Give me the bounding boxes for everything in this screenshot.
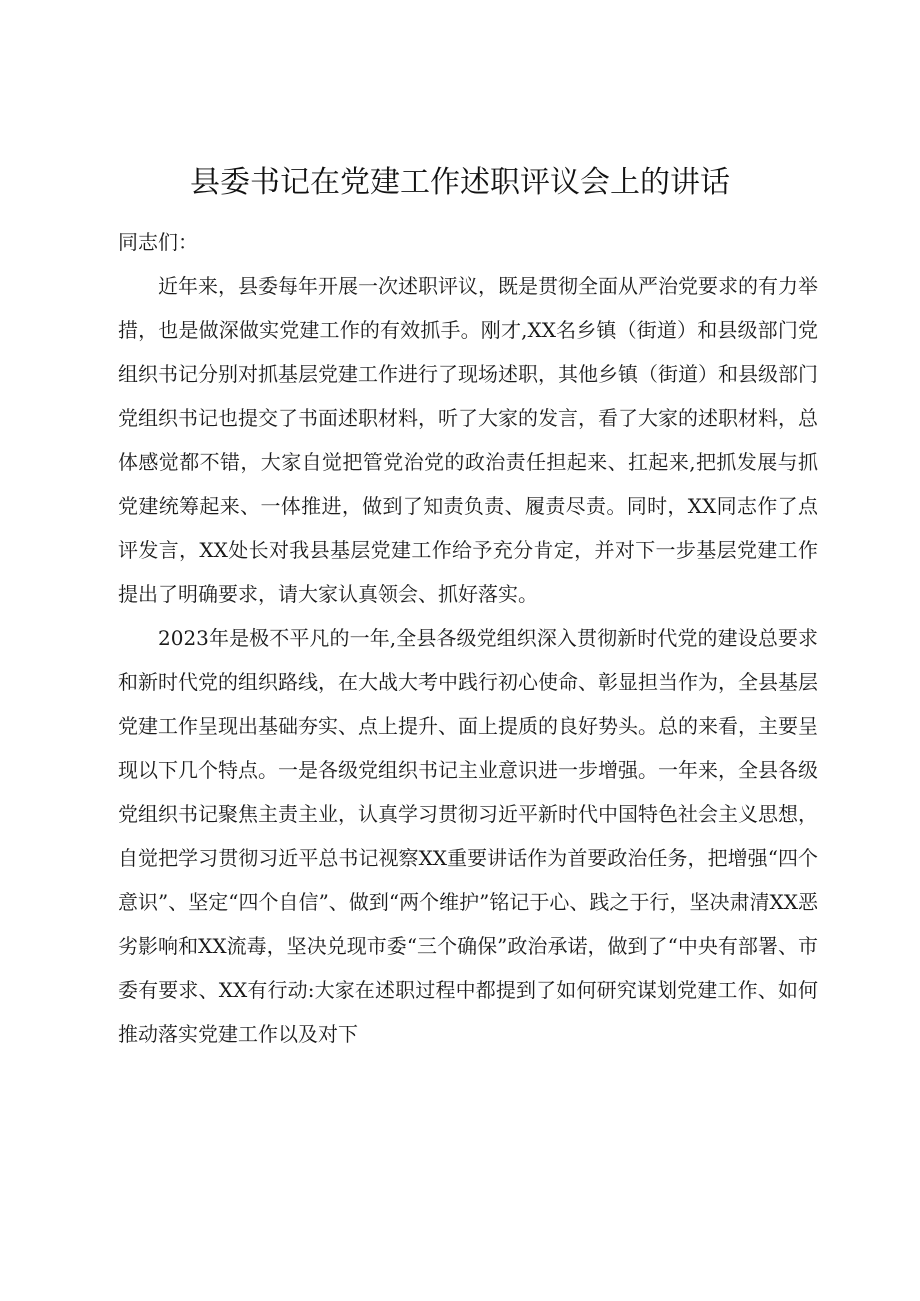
paragraph-1: 近年来，县委每年开展一次述职评议，既是贯彻全面从严治党要求的有力举措，也是做深做实党建工作的有效抓手。刚才,XX名乡镇（街道）和县级部门党组织书记分别对抓基层党建工作进行了现场述职，其他乡镇（街道）和县级部门党组织书记也提交了书面述职材料，听了大家的发言，看了大家的述职材料，总体感觉都不错，大家自觉把管党治党的政治责任担起来、扛起来,把抓发展与抓党建统筹起来、一体推进，做到了知责负责、履责尽责。同时，XX同志作了点评发言，XX处长对我县基层党建工作给予充分肯定，并对下一步基层党建工作提出了明确要求，请大家认真领会、抓好落实。 [118,274,818,606]
document-title: 县委书记在党建工作述职评议会上的讲话 [190,165,730,200]
document-body [118,220,818,1056]
paragraph-2: 2023年是极不平凡的一年,全县各级党组织深入贯彻新时代党的建设总要求和新时代党的组织路线，在大战大考中践行初心使命、彰显担当作为，全县基层党建工作呈现出基础夯实、点上提升、面上提质的良好势头。总的来看，主要呈现以下几个特点。一是各级党组织书记主业意识进一步增强。一年来，全县各级党组织书记聚焦主责主业，认真学习贯彻习近平新时代中国特色社会主义思想，自觉把学习贯彻习近平总书记视察XX重要讲话作为首要政治任务，把增强“四个意识”、坚定“四个自信”、做到“两个维护”铭记于心、践之于行，坚决肃清XX恶劣影响和XX流毒，坚决兑现市委“三个确保”政治承诺，做到了“中央有部署、市委有要求、XX有行动:大家在述职过程中都提到了如何研究谋划党建工作、如何推动落实党建工作以及对下 [118,626,818,1046]
salutation: 同志们： [118,230,198,254]
